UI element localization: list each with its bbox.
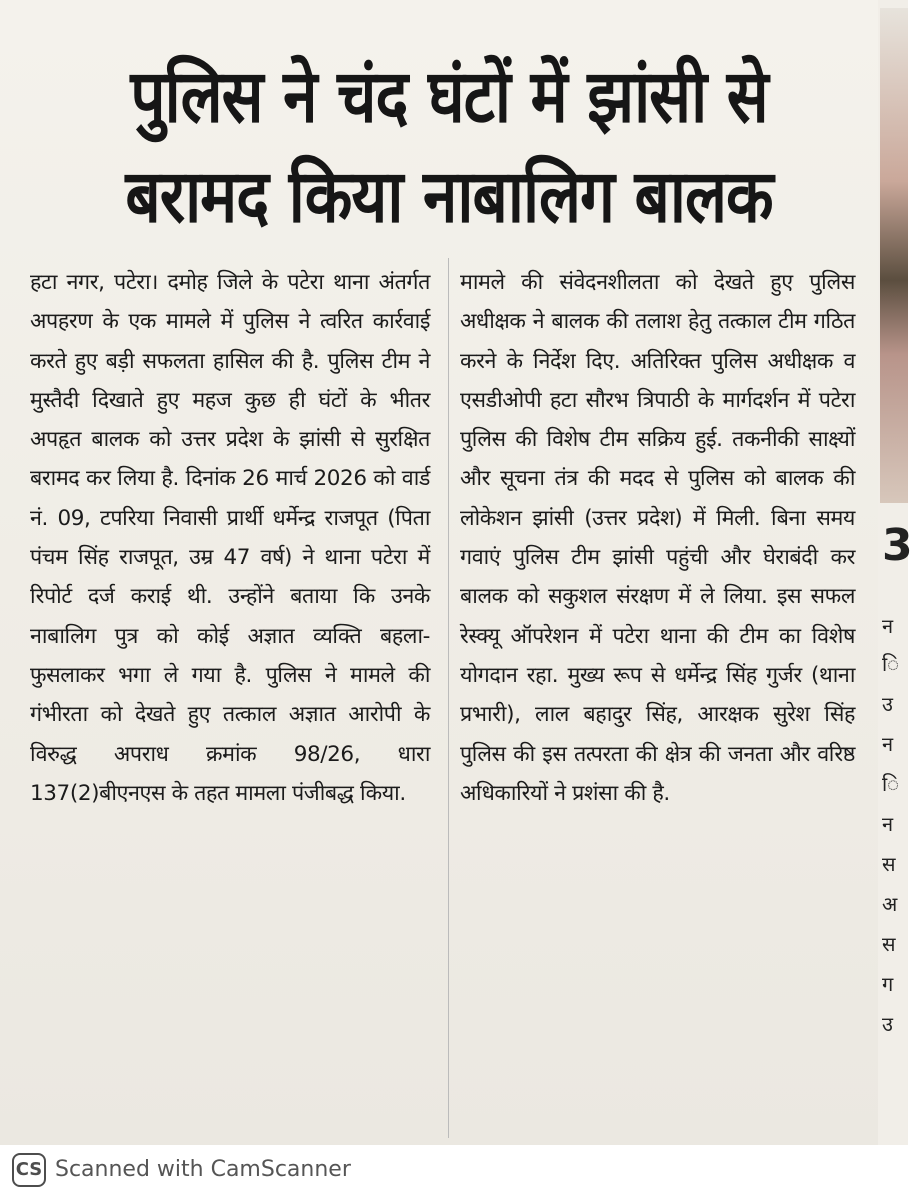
adjacent-letter: न — [882, 614, 894, 638]
article-column-2-text: मामले की संवेदनशीलता को देखते हुए पुलिस अधीक्षक ने बालक की तलाश हेतु तत्काल टीम गठित करने के निर्देश दिए. अतिरिक्त पुलिस अधीक्षक व एसडीओपी हटा सौरभ त्रिपाठी के मार्गदर्शन में पटेरा पुलिस की विशेष टीम सक्रिय हुई. तकनीकी साक्ष्यों और सूचना तंत्र की मदद से पुलिस को बालक की लोकेशन झांसी (उत्तर प्रदेश) में मिली. बिना समय गवाएं पुलिस टीम झांसी पहुंची और घेराबंदी कर बालक को सकुशल संरक्षण में ले लिया. इस सफल रेस्क्यू ऑपरेशन में पटेरा थाना की टीम का विशेष योगदान रहा. मुख्य रूप से धर्मेन्द्र सिंह गुर्जर (थाना प्रभारी), लाल बहादुर सिंह, आरक्षक सुरेश सिंह पुलिस की इस तत्परता की क्षेत्र की जनता और वरिष्ठ अधिकारियों ने प्रशंसा की है. — [460, 270, 855, 806]
article-column-2 — [460, 263, 855, 813]
camscanner-watermark-text: Scanned with CamScanner — [55, 1157, 351, 1182]
adjacent-letter: न — [882, 812, 894, 836]
camscanner-logo-icon: CS — [12, 1153, 46, 1187]
adjacent-letter: उ — [882, 1012, 893, 1036]
adjacent-article-edge — [878, 0, 913, 1145]
adjacent-letter: ि — [882, 772, 900, 796]
column-divider — [448, 258, 449, 1138]
article-column-1-text: हटा नगर, पटेरा। दमोह जिले के पटेरा थाना अंतर्गत अपहरण के एक मामले में पुलिस ने त्वरित कार्रवाई करते हुए बड़ी सफलता हासिल की है. पुलिस टीम ने मुस्तैदी दिखाते हुए महज कुछ ही घंटों के भीतर अपहृत बालक को उत्तर प्रदेश के झांसी से सुरक्षित बरामद कर लिया है. दिनांक 26 मार्च 2026 को वार्ड नं. 09, टपरिया निवासी प्रार्थी धर्मेन्द्र राजपूत (पिता पंचम सिंह राजपूत, उम्र 47 वर्ष) ने थाना पटेरा में रिपोर्ट दर्ज कराई थी. उन्होंने बताया कि उनके नाबालिग पुत्र को कोई अज्ञात व्यक्ति बहला-फुसलाकर भगा ले गया है. पुलिस ने मामले की गंभीरता को देखते हुए तत्काल अज्ञात आरोपी के विरुद्ध अपराध क्रमांक 98/26, धारा 137(2)बीएनएस के तहत मामला पंजीबद्ध किया. — [30, 270, 430, 806]
article-column-1 — [30, 263, 430, 813]
adjacent-letter: स — [882, 852, 896, 876]
adjacent-letter: उ — [882, 692, 893, 716]
adjacent-big-letter: 3 — [882, 520, 913, 571]
adjacent-photo — [880, 8, 908, 503]
adjacent-letter: ि — [882, 652, 900, 676]
adjacent-letter: न — [882, 732, 894, 756]
headline-line-2: बरामद किया नाबालिग बालक — [125, 152, 773, 240]
adjacent-letter: स — [882, 932, 896, 956]
adjacent-letter: अ — [882, 892, 898, 916]
adjacent-letter: ग — [882, 972, 894, 996]
headline-line-1: पुलिस ने चंद घंटों में झांसी से — [130, 52, 768, 140]
